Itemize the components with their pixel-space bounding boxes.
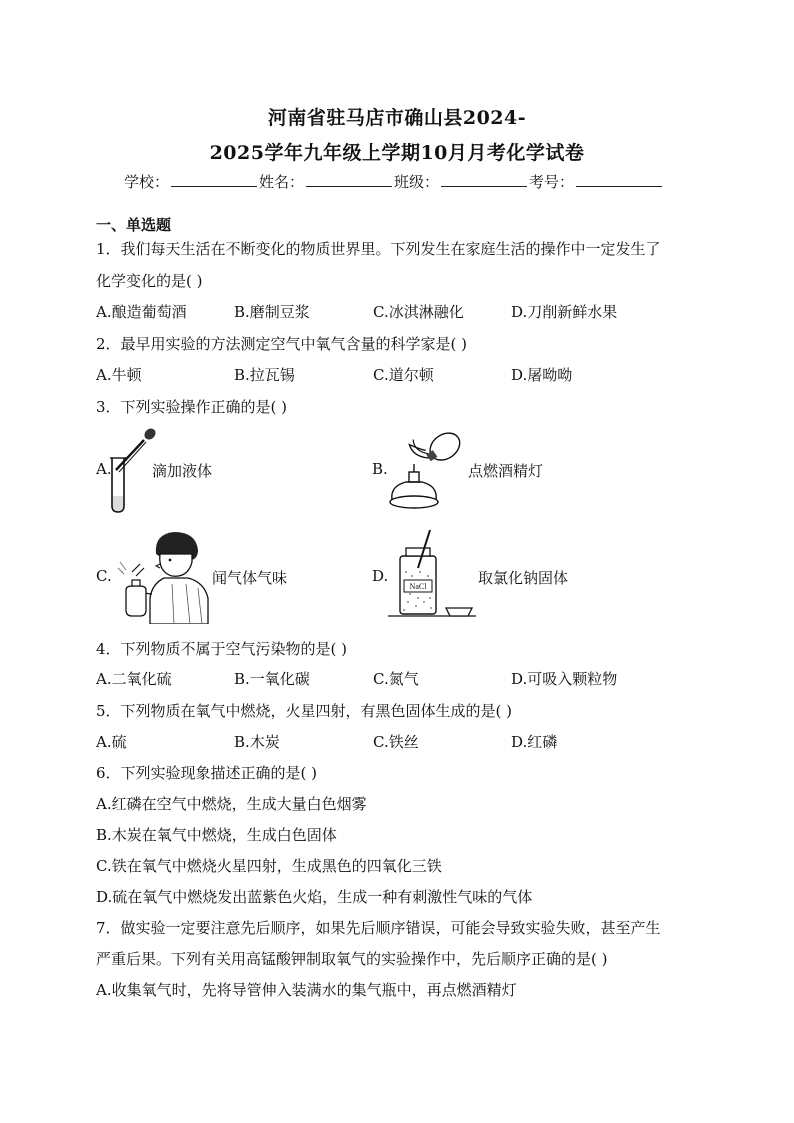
nacl-label: NaCl — [409, 582, 427, 591]
q3-option-b-text[interactable]: 点燃酒精灯 — [468, 462, 544, 480]
q4-option-b[interactable]: B.一氧化碳 — [234, 670, 310, 688]
q6-option-c[interactable]: C.铁在氧气中燃烧火星四射，生成黑色的四氧化三铁 — [96, 857, 442, 875]
id-label: 考号： — [529, 173, 575, 191]
q3-option-a-letter[interactable]: A. — [96, 460, 112, 478]
q7-stem-line2: 严重后果。下列有关用高锰酸钾制取氧气的实验操作中，先后顺序正确的是( ) — [96, 950, 608, 968]
q7-stem-line1: 7．做实验一定要注意先后顺序，如果先后顺序错误，可能会导致实验失败，甚至产生 — [96, 919, 661, 937]
q2-option-d[interactable]: D.屠呦呦 — [511, 366, 573, 384]
q4-stem: 4．下列物质不属于空气污染物的是( ) — [96, 640, 348, 658]
q1-option-d[interactable]: D.刀削新鲜水果 — [511, 303, 618, 321]
q6-stem: 6．下列实验现象描述正确的是( ) — [96, 764, 318, 782]
name-label: 姓名： — [259, 173, 305, 191]
id-blank[interactable] — [576, 170, 662, 187]
q2-option-c[interactable]: C.道尔顿 — [373, 366, 434, 384]
nacl-reagent-bottle-illustration — [388, 528, 478, 620]
q1-stem-line1: 1．我们每天生活在不断变化的物质世界里。下列发生在家庭生活的操作中一定发生了 — [96, 240, 661, 258]
q4-option-d[interactable]: D.可吸入颗粒物 — [511, 670, 618, 688]
q1-option-a[interactable]: A.酿造葡萄酒 — [96, 303, 187, 321]
q2-option-a[interactable]: A.牛顿 — [96, 366, 142, 384]
section-title-single-choice: 一、单选题 — [96, 216, 172, 234]
q1-option-b[interactable]: B.磨制豆浆 — [234, 303, 310, 321]
q6-option-d[interactable]: D.硫在氧气中燃烧发出蓝紫色火焰，生成一种有刺激性气味的气体 — [96, 888, 533, 906]
exam-title-line2: 2025学年九年级上学期10月月考化学试卷 — [209, 142, 585, 164]
name-blank[interactable] — [306, 170, 392, 187]
q3-option-d-letter[interactable]: D. — [372, 567, 389, 585]
school-label: 学校： — [124, 173, 170, 191]
school-blank[interactable] — [171, 170, 257, 187]
q1-options — [96, 301, 696, 321]
q2-stem: 2．最早用实验的方法测定空气中氧气含量的科学家是( ) — [96, 335, 468, 353]
q3-option-d-text[interactable]: 取氯化钠固体 — [478, 569, 569, 587]
class-label: 班级： — [394, 173, 440, 191]
q1-stem-line2: 化学变化的是( ) — [96, 272, 203, 290]
q5-options — [96, 731, 696, 751]
q6-option-a[interactable]: A.红磷在空气中燃烧，生成大量白色烟雾 — [96, 795, 367, 813]
q1-option-c[interactable]: C.冰淇淋融化 — [373, 303, 464, 321]
q2-option-b[interactable]: B.拉瓦锡 — [234, 366, 295, 384]
q5-option-b[interactable]: B.木炭 — [234, 733, 280, 751]
q4-option-c[interactable]: C.氮气 — [373, 670, 419, 688]
q6-option-b[interactable]: B.木炭在氧气中燃烧，生成白色固体 — [96, 826, 337, 844]
student-info-row — [124, 170, 664, 192]
q5-option-d[interactable]: D.红磷 — [511, 733, 558, 751]
smelling-gas-boy-illustration — [112, 528, 210, 624]
q5-option-a[interactable]: A.硫 — [96, 733, 127, 751]
q3-option-a-text[interactable]: 滴加液体 — [152, 462, 213, 480]
alcohol-lamp-illustration — [384, 424, 472, 516]
q4-option-a[interactable]: A.二氧化硫 — [96, 670, 172, 688]
q3-option-c-letter[interactable]: C. — [96, 567, 112, 585]
q3-option-b-letter[interactable]: B. — [372, 460, 388, 478]
q5-option-c[interactable]: C.铁丝 — [373, 733, 419, 751]
q7-option-a[interactable]: A.收集氧气时，先将导管伸入装满水的集气瓶中，再点燃酒精灯 — [96, 981, 517, 999]
q3-option-c-text[interactable]: 闻气体气味 — [212, 569, 288, 587]
q4-options — [96, 668, 696, 688]
exam-title-line1: 河南省驻马店市确山县2024- — [267, 107, 527, 129]
q5-stem: 5．下列物质在氧气中燃烧，火星四射，有黑色固体生成的是( ) — [96, 702, 513, 720]
class-blank[interactable] — [441, 170, 527, 187]
q2-options — [96, 364, 696, 384]
q3-stem: 3．下列实验操作正确的是( ) — [96, 398, 288, 416]
